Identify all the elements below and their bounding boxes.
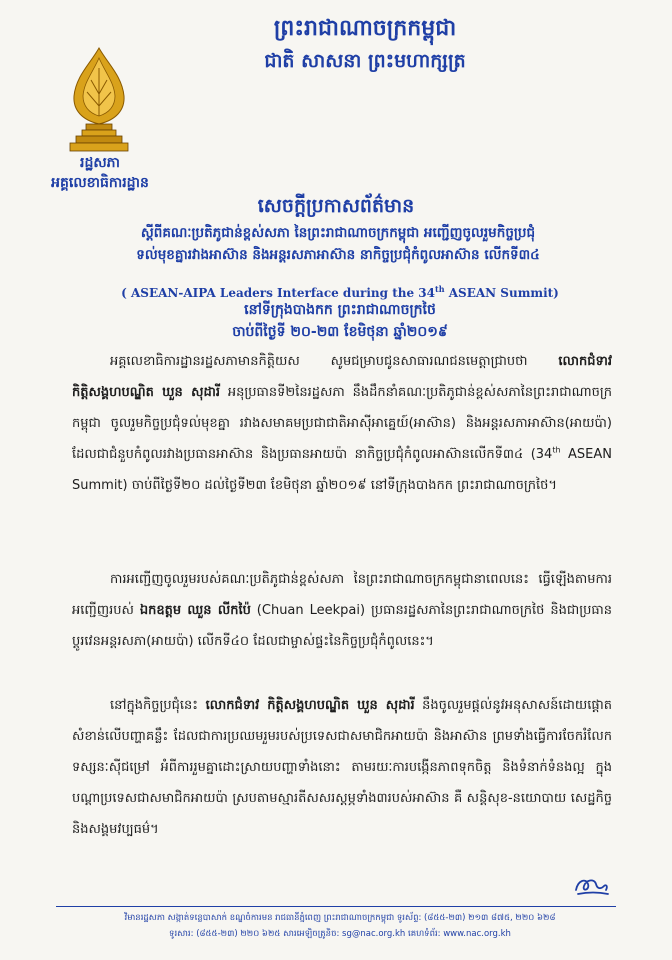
english-title-suffix: ASEAN Summit) bbox=[448, 286, 559, 300]
kingdom-heading: ព្រះរាជាណាចក្រកម្ពុជា bbox=[273, 16, 457, 41]
document-title: សេចក្ដីប្រកាសព័ត៌មាន bbox=[257, 195, 415, 217]
department-name: អគ្គលេខាធិការដ្ឋាន bbox=[51, 175, 149, 191]
paragraph-2-text: (Chuan Leekpai) ប្រធានរដ្ឋសភានៃព្រះរាជាណាចក្រថៃ និងជាប្រធានប្ដូរវេនអន្តរសភា(អាយប៉ា) លើកទី៤០ ដែលជាម្ចាស់ផ្ទះនៃកិច្ចប្រជុំកំពូលនេះ។ bbox=[72, 603, 612, 649]
paragraph-1-text: អនុប្រធានទី២នៃរដ្ឋសភា នឹងដឹកនាំគណៈប្រតិភូជាន់ខ្ពស់សភានៃព្រះរាជាណាចក្រកម្ពុជា ចូលរួមកិច្ចប្រជុំទល់មុខគ្នា រវាងសមាគមប្រជាជាតិអាស៊ីអាគ្នេយ៍(អាស៊ាន) និងអន្តរសភាអាស៊ាន(អាយប៉ា) ដែលជាជំនួបកំពូលរវាងប្រធានអាស៊ាន និងប្រធានអាយប៉ា នាកិច្ចប្រជុំកំពូលអាស៊ានលើកទី៣៤ (34 bbox=[72, 385, 612, 462]
paragraph-2-intro: ការអញ្ជើញចូលរួមរបស់គណៈប្រតិភូជាន់ខ្ពស់សភា នៃព្រះរាជាណាចក្រកម្ពុជានាពេលនេះ ធ្វើឡើងតាមការអញ្ជើញរបស់ bbox=[72, 572, 612, 618]
body-paragraph-1 bbox=[72, 346, 612, 501]
paragraph-3-intro: នៅក្នុងកិច្ចប្រជុំនេះ bbox=[110, 698, 206, 713]
paragraph-1-ordinal: th bbox=[552, 445, 561, 455]
paragraph-1-intro: អគ្គលេខាធិការដ្ឋានរដ្ឋសភាមានកិត្តិយស សូមជម្រាបជូនសាធារណជនមេត្តាជ្រាបថា bbox=[110, 354, 528, 369]
paragraph-2-name: ឯកឧត្តម ឈួន លីកប៉ៃ bbox=[139, 603, 251, 618]
english-title-ordinal: th bbox=[435, 284, 445, 294]
paragraph-1-end: ASEAN Summit) ចាប់ពីថ្ងៃទី២០ ដល់ថ្ងៃទី២៣ ខែមិថុនា ឆ្នាំ២០១៩ នៅទីក្រុងបាងកក ព្រះរាជាណាចក្រថៃ។ bbox=[72, 447, 612, 493]
body-paragraph-2 bbox=[72, 564, 612, 657]
institution-name: រដ្ឋសភា bbox=[80, 155, 120, 171]
paragraph-1-name: លោកជំទាវ កិត្តិសង្គហបណ្ឌិត ឃួន សុដារី bbox=[72, 354, 612, 400]
event-dates: ចាប់ពីថ្ងៃទី ២០-២៣ ខែមិថុនា ឆ្នាំ២០១៩ bbox=[232, 324, 448, 340]
footer-divider bbox=[56, 906, 616, 907]
subtitle-line-2: ទល់មុខគ្នារវាងអាស៊ាន និងអន្តរសភាអាស៊ាន នាកិច្ចប្រជុំកំពូលអាស៊ាន លើកទី៣៤ bbox=[136, 247, 540, 263]
document-subtitle bbox=[58, 222, 618, 266]
footer-address: វិមានរដ្ឋសភា សង្កាត់ទន្លេបាសាក់ ខណ្ឌចំការមន រាជធានីភ្នំពេញ ព្រះរាជាណាចក្រកម្ពុជា ទូរស័ព្ទ: (៨៥៥-២៣) ២១៣ ៨៧៥, ២២០ ៦២៨ bbox=[124, 913, 556, 923]
national-motto: ជាតិ សាសនា ព្រះមហាក្សត្រ bbox=[264, 50, 466, 72]
footer-contact: ទូរសារ: (៨៥៥-២៣) ២២០ ៦២៥ សារអេឡិចត្រូនិច: sg@nac.org.kh គេហទំព័រ: www.nac.org.kh bbox=[169, 929, 511, 939]
body-paragraph-3 bbox=[72, 690, 612, 845]
english-title bbox=[90, 280, 590, 302]
paragraph-3-text: នឹងចូលរួមផ្ដល់នូវអនុសាសន៍ដោយផ្ដោតសំខាន់លើបញ្ហាគន្លឹះ ដែលជាការប្រឈមរួមរបស់ប្រទេសជាសមាជិកអាយប៉ា និងអាស៊ាន ព្រមទាំងធ្វើការចែករំលែកទស្សនៈស៊ីជម្រៅ អំពីការរួមគ្នាដោះស្រាយបញ្ហាទាំងនោះ តាមរយៈការបង្កើនភាពទុកចិត្ត និងទំនាក់ទំនងល្អ ក្នុងបណ្ដាប្រទេសជាសមាជិកអាយប៉ា ស្របតាមស្មារតីសសរស្តម្ភទាំង៣របស់អាស៊ាន គឺ សន្តិសុខ-នយោបាយ សេដ្ឋកិច្ច និងសង្គមវប្បធម៌។ bbox=[72, 698, 612, 837]
event-location: នៅទីក្រុងបាងកក ព្រះរាជាណាចក្រថៃ bbox=[244, 302, 436, 318]
national-assembly-emblem-icon bbox=[64, 46, 134, 156]
paragraph-3-name: លោកជំទាវ កិត្តិសង្គហបណ្ឌិត ឃួន សុដារី bbox=[205, 698, 415, 713]
subtitle-line-1: ស្ដីពីគណៈប្រតិភូជាន់ខ្ពស់សភា នៃព្រះរាជាណាចក្រកម្ពុជា អញ្ជើញចូលរួមកិច្ចប្រជុំ bbox=[140, 225, 536, 241]
initials-signature-icon bbox=[572, 872, 612, 898]
english-title-prefix: ( ASEAN-AIPA Leaders Interface during the 34 bbox=[121, 286, 436, 300]
